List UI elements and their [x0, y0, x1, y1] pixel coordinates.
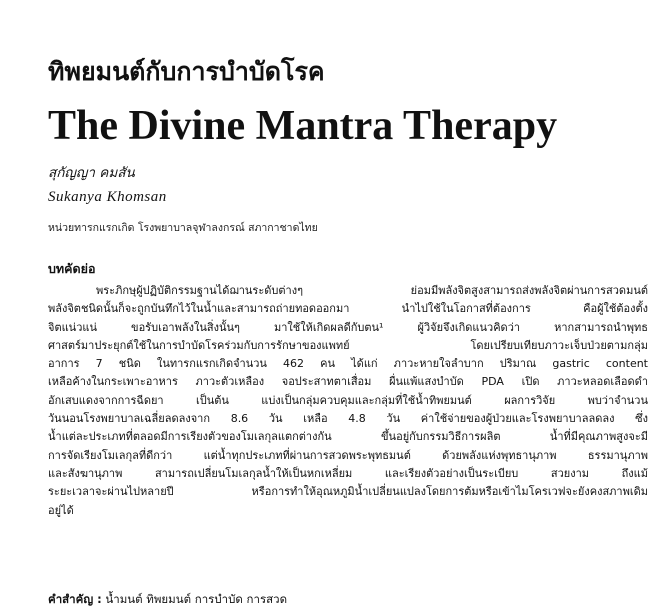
title-thai: ทิพยมนต์กับการบำบัดโรค	[48, 57, 325, 86]
abstract-line: พระภิกษุผู้ปฏิบัติกรรมฐานได้ฌานระดับต่างๆ ย่อมมีพลังจิตสูงสามารถส่งพลังจิตผ่านการสวดมนต์	[96, 284, 648, 297]
title-english: The Divine Mantra Therapy	[48, 103, 558, 149]
abstract-line: ระยะเวลาจะผ่านไปหลายปี หรือการทำให้อุณหภูมิน้ำเปลี่ยนแปลงโดยการต้มหรือเข้าไมโครเวฟจะยังคงสภาพเดิม	[48, 485, 648, 499]
abstract-line: และสังฆานุภาพ สามารถเปลี่ยนโมเลกุลน้ำให้เป็นหกเหลี่ยม และเรียงตัวอย่างเป็นระเบียบ สวยงาม ถึงแม้	[48, 466, 648, 480]
abstract-line: เหลือค้างในกระเพาะอาหาร ภาวะตัวเหลือง จอประสาทตาเสื่อม ผื่นแพ้แสงบำบัด PDA เปิด ภาวะหลอดเลือดดำ	[48, 375, 648, 389]
abstract-line: อาการ 7 ชนิด ในทารกแรกเกิดจำนวน 462 คน ได้แก่ ภาวะหายใจลำบาก ปริมาณ gastric content	[48, 357, 648, 371]
author-thai: สุกัญญา คมสัน	[48, 165, 135, 181]
abstract-line: อยู่ได้	[48, 503, 74, 517]
keywords-text: น้ำมนต์ ทิพยมนต์ การบำบัด การสวด	[105, 592, 288, 606]
author-affiliation: หน่วยทารกแรกเกิด โรงพยาบาลจุฬาลงกรณ์ สภากาชาดไทย	[48, 222, 318, 234]
author-english: Sukanya Khomsan	[48, 189, 167, 205]
keywords-label: คำสำคัญ :	[48, 592, 102, 606]
abstract-line: ศาสตร์มาประยุกต์ใช้ในการบำบัดโรคร่วมกับการรักษาของแพทย์ โดยเปรียบเทียบภาวะเจ็บป่วยตามกลุ่ม	[48, 338, 648, 352]
abstract-line: วันนอนโรงพยาบาลเฉลี่ยลดลงจาก 8.6 วัน เหลือ 4.8 วัน ค่าใช้จ่ายของผู้ป่วยและโรงพยาบาลลดลง ซึ่ง	[48, 412, 648, 426]
abstract-line: พลังจิตชนิดนั้นก็จะถูกบันทึกไว้ในน้ำและสามารถถ่ายทอดออกมา นำไปใช้ในโอกาสที่ต้องการ คือผู้ใช้ต้องตั้ง	[48, 302, 648, 316]
abstract-heading: บทคัดย่อ	[48, 261, 96, 276]
abstract-body	[48, 282, 648, 520]
abstract-line: จิตแน่วแน่ ขอรับเอาพลังในสิ่งนั้นๆ มาใช้ให้เกิดผลดีกับตน¹ ผู้วิจัยจึงเกิดแนวคิดว่า หากสามารถนำพุทธ	[48, 320, 648, 334]
abstract-line: อักเสบแดงจากการฉีดยา เป็นต้น แบ่งเป็นกลุ่มควบคุมและกลุ่มที่ใช้น้ำทิพยมนต์ ผลการวิจัย พบว่าจำนวน	[48, 393, 648, 407]
abstract-line: น้ำแต่ละประเภทที่ตลอดมีการเรียงตัวของโมเลกุลแตกต่างกัน ขึ้นอยู่กับกรรมวิธีการผลิต น้ำที่มีคุณภาพสูงจะมี	[48, 430, 648, 444]
keywords-line	[48, 590, 287, 608]
abstract-line: การจัดเรียงโมเลกุลที่ดีกว่า แต่น้ำทุกประเภทที่ผ่านการสวดพระพุทธมนต์ ด้วยพลังแห่งพุทธานุภาพ ธรรมานุภาพ	[48, 448, 648, 462]
